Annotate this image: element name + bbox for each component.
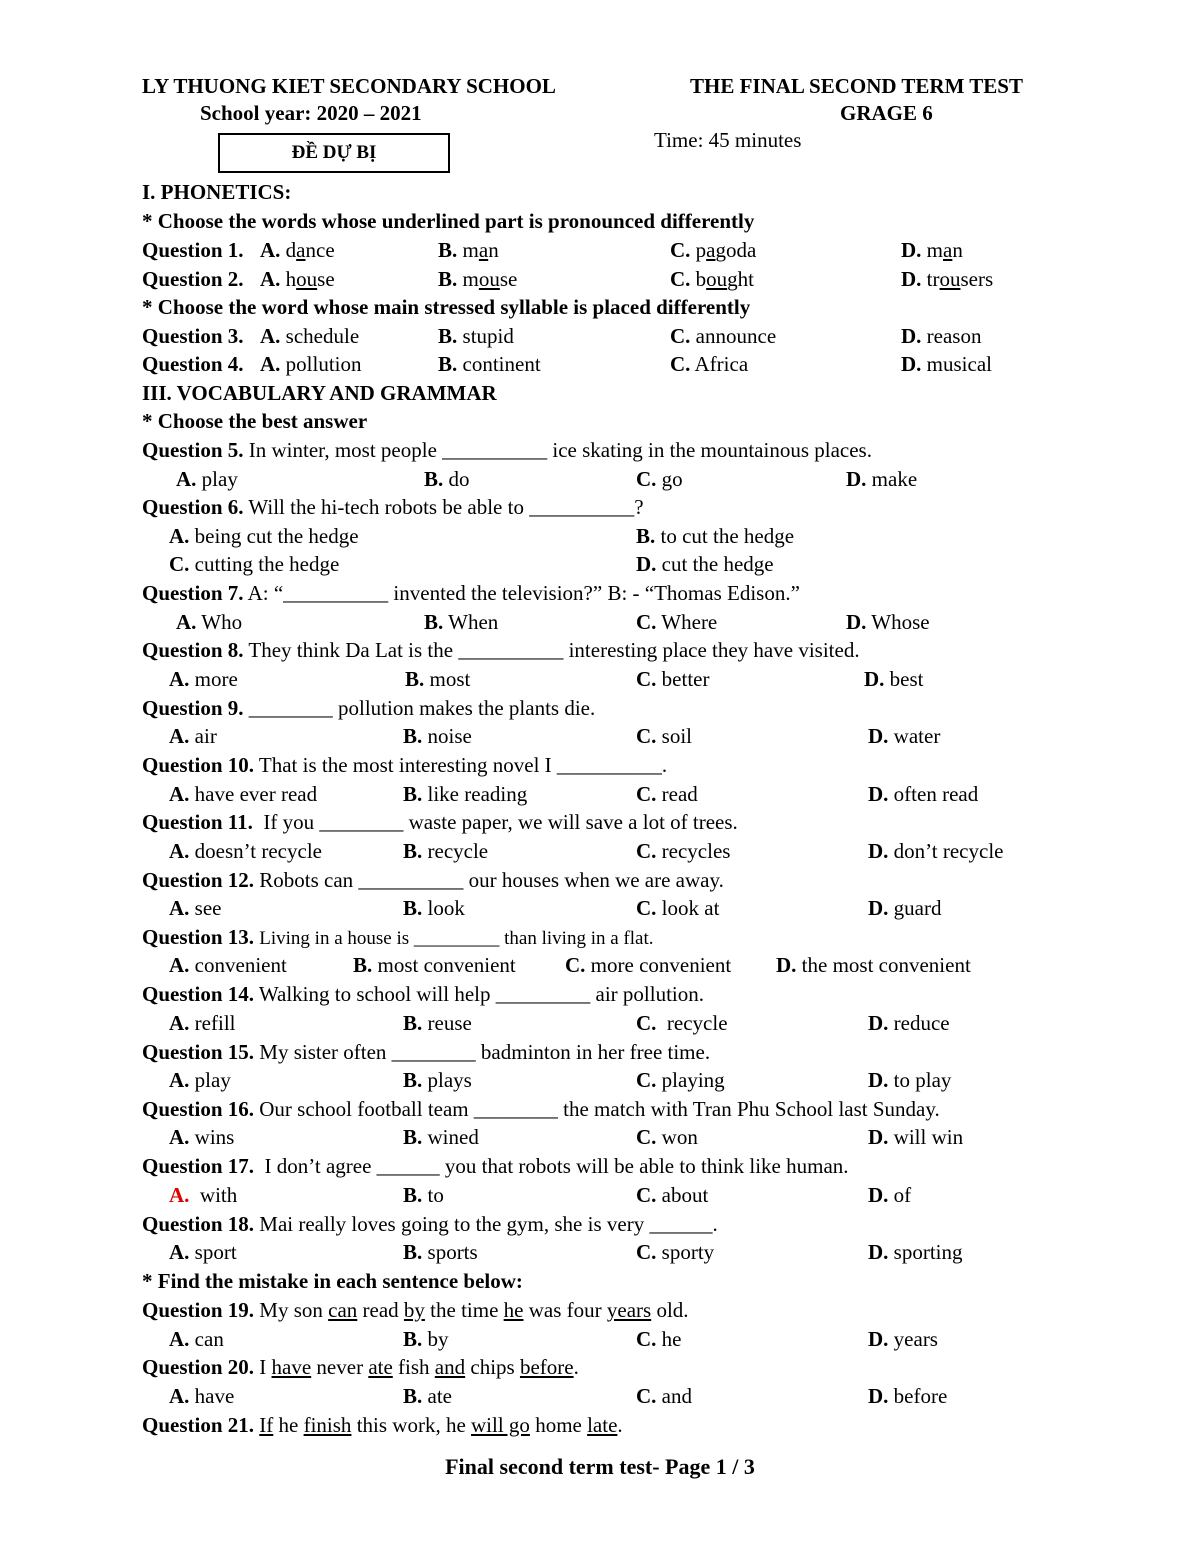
option-b: B. ate [403, 1384, 452, 1408]
option-c: C. recycles [636, 839, 731, 863]
option-a: A. play [169, 1068, 231, 1092]
question-text: I have never ate fish and chips before. [259, 1355, 579, 1379]
question-20 [142, 1353, 1152, 1382]
option-c: C. and [636, 1384, 692, 1408]
option-c: C. sporty [636, 1240, 715, 1264]
instruction-stress: * Choose the word whose main stressed syllable is placed differently [142, 295, 751, 319]
option-c: C. playing [636, 1068, 725, 1092]
question-text: My sister often ________ badminton in her free time. [259, 1040, 711, 1064]
question-label: Question 5. [142, 438, 244, 462]
question-8 [142, 636, 1152, 665]
question-17 [142, 1152, 1152, 1181]
option-c: C. Africa [670, 352, 749, 376]
question-1 [142, 236, 1152, 265]
option-b: B. wined [403, 1125, 479, 1149]
question-text: Walking to school will help _________ air pollution. [258, 982, 704, 1006]
section-phonetics: I. PHONETICS: [142, 180, 292, 204]
option-b: B. mouse [438, 267, 518, 291]
question-11-options [142, 837, 1152, 866]
question-19-options [142, 1325, 1152, 1354]
question-21 [142, 1411, 1152, 1440]
option-a: A. house [260, 267, 335, 291]
instruction-find-mistake: * Find the mistake in each sentence below: [142, 1269, 523, 1293]
question-13 [142, 923, 1152, 952]
option-a: A. convenient [169, 953, 287, 977]
question-text: They think Da Lat is the __________ interesting place they have visited. [248, 638, 860, 662]
option-d: D. make [846, 467, 918, 491]
option-b: B. to [403, 1183, 444, 1207]
section-vocabulary: III. VOCABULARY AND GRAMMAR [142, 381, 497, 405]
option-c: C. announce [670, 324, 777, 348]
option-a: A. doesn’t recycle [169, 839, 322, 863]
question-label: Question 18. [142, 1212, 255, 1236]
question-11 [142, 808, 1152, 837]
option-c: C. cutting the hedge [169, 552, 340, 576]
option-c: C. look at [636, 896, 720, 920]
question-6-options-ab [142, 522, 1152, 551]
option-d: D. man [901, 238, 963, 262]
question-label: Question 12. [142, 868, 255, 892]
option-a: A. see [169, 896, 222, 920]
grade-label: GRAGE 6 [840, 101, 933, 125]
question-label: Question 6. [142, 495, 244, 519]
question-19 [142, 1296, 1152, 1325]
option-b: B. by [403, 1327, 449, 1351]
question-label: Question 7. [142, 581, 244, 605]
option-a: A. being cut the hedge [169, 524, 359, 548]
option-b: B. reuse [403, 1011, 472, 1035]
question-label: Question 10. [142, 753, 255, 777]
question-label: Question 20. [142, 1355, 255, 1379]
option-b: B. recycle [403, 839, 489, 863]
option-c: C. won [636, 1125, 698, 1149]
option-b: B. most convenient [353, 953, 516, 977]
option-d: D. the most convenient [776, 953, 971, 977]
question-12-options [142, 894, 1152, 923]
page-footer: Final second term test- Page 1 / 3 [445, 1454, 755, 1479]
question-label: Question 3. [142, 324, 244, 348]
question-9 [142, 694, 1152, 723]
option-a: A. wins [169, 1125, 235, 1149]
question-label: Question 9. [142, 696, 244, 720]
test-title: THE FINAL SECOND TERM TEST [690, 74, 1023, 98]
option-a: A. have ever read [169, 782, 318, 806]
question-text: That is the most interesting novel I __________. [258, 753, 668, 777]
question-14-options [142, 1009, 1152, 1038]
option-b: B. When [424, 610, 499, 634]
question-label: Question 21. [142, 1413, 255, 1437]
option-d: D. of [868, 1183, 912, 1207]
question-label: Question 4. [142, 352, 244, 376]
question-10 [142, 751, 1152, 780]
question-15-options [142, 1066, 1152, 1095]
question-15 [142, 1038, 1152, 1067]
option-c: C. Where [636, 610, 718, 634]
question-label: Question 11. [142, 810, 253, 834]
option-d: D. sporting [868, 1240, 963, 1264]
question-13-options [142, 951, 1152, 980]
option-b: B. look [403, 896, 465, 920]
option-c: C. read [636, 782, 698, 806]
option-d: D. years [868, 1327, 938, 1351]
question-text: My son can read by the time he was four years old. [259, 1298, 689, 1322]
question-label: Question 8. [142, 638, 244, 662]
question-20-options [142, 1382, 1152, 1411]
question-4 [142, 350, 1152, 379]
option-b: B. sports [403, 1240, 478, 1264]
option-a: A. schedule [260, 324, 360, 348]
question-text: Will the hi-tech robots be able to __________? [248, 495, 644, 519]
instruction-best-answer: * Choose the best answer [142, 409, 368, 433]
option-a-highlighted: A. with [169, 1183, 238, 1207]
question-text: Mai really loves going to the gym, she is very ______. [259, 1212, 718, 1236]
question-text: If he finish this work, he will go home late. [259, 1413, 623, 1437]
question-10-options [142, 780, 1152, 809]
option-b: B. plays [403, 1068, 472, 1092]
option-a: A. sport [169, 1240, 237, 1264]
option-d: D. Whose [846, 610, 930, 634]
question-17-options [142, 1181, 1152, 1210]
reserve-exam-box: ĐỀ DỰ BỊ [218, 133, 450, 173]
question-14 [142, 980, 1152, 1009]
option-a: A. air [169, 724, 217, 748]
question-text: If you ________ waste paper, we will save a lot of trees. [263, 810, 738, 834]
question-text: I don’t agree ______ you that robots will be able to think like human. [264, 1154, 849, 1178]
option-a: A. Who [176, 610, 243, 634]
question-label: Question 14. [142, 982, 255, 1006]
option-c: C. more convenient [565, 953, 732, 977]
option-a: A. pollution [260, 352, 362, 376]
option-c: C. soil [636, 724, 693, 748]
question-8-options [142, 665, 1152, 694]
question-18 [142, 1210, 1152, 1239]
option-b: B. like reading [403, 782, 528, 806]
option-d: D. don’t recycle [868, 839, 1004, 863]
instruction-pronunciation: * Choose the words whose underlined part is pronounced differently [142, 209, 755, 233]
option-d: D. often read [868, 782, 979, 806]
option-a: A. have [169, 1384, 235, 1408]
school-name: LY THUONG KIET SECONDARY SCHOOL [142, 74, 556, 98]
question-16 [142, 1095, 1152, 1124]
question-16-options [142, 1123, 1152, 1152]
question-5-options [142, 465, 1152, 494]
option-d: D. reason [901, 324, 982, 348]
option-a: A. refill [169, 1011, 236, 1035]
option-c: C. go [636, 467, 683, 491]
option-d: D. guard [868, 896, 942, 920]
option-b: B. continent [438, 352, 541, 376]
question-7 [142, 579, 1152, 608]
option-b: B. stupid [438, 324, 514, 348]
question-6-options-cd [142, 550, 1152, 579]
option-c: C. pagoda [670, 238, 757, 262]
option-a: A. play [176, 467, 238, 491]
question-7-options [142, 608, 1152, 637]
question-9-options [142, 722, 1152, 751]
question-label: Question 15. [142, 1040, 255, 1064]
question-text: A: “__________ invented the television?” B: - “Thomas Edison.” [247, 581, 800, 605]
question-label: Question 1. [142, 238, 244, 262]
question-text: ________ pollution makes the plants die. [248, 696, 596, 720]
option-a: A. more [169, 667, 238, 691]
option-a: A. dance [260, 238, 335, 262]
option-d: D. to play [868, 1068, 952, 1092]
question-12 [142, 866, 1152, 895]
question-5 [142, 436, 1152, 465]
option-d: D. best [864, 667, 924, 691]
option-d: D. water [868, 724, 941, 748]
option-c: C. about [636, 1183, 709, 1207]
question-text: In winter, most people __________ ice skating in the mountainous places. [248, 438, 872, 462]
option-d: D. reduce [868, 1011, 950, 1035]
option-d: D. will win [868, 1125, 964, 1149]
question-label: Question 13. [142, 925, 255, 949]
question-18-options [142, 1238, 1152, 1267]
option-d: D. cut the hedge [636, 552, 774, 576]
question-label: Question 17. [142, 1154, 255, 1178]
option-b: B. do [424, 467, 470, 491]
question-text: Living in a house is _________ than living in a flat. [259, 928, 654, 949]
option-c: C. he [636, 1327, 682, 1351]
question-3 [142, 322, 1152, 351]
time-limit: Time: 45 minutes [654, 128, 802, 152]
option-a: A. can [169, 1327, 224, 1351]
question-6 [142, 493, 1152, 522]
option-c: C. recycle [636, 1011, 728, 1035]
question-label: Question 2. [142, 267, 244, 291]
option-b: B. most [405, 667, 471, 691]
option-b: B. man [438, 238, 499, 262]
option-d: D. trousers [901, 267, 994, 291]
school-year: School year: 2020 – 2021 [200, 101, 422, 125]
question-label: Question 16. [142, 1097, 255, 1121]
question-text: Our school football team ________ the match with Tran Phu School last Sunday. [259, 1097, 940, 1121]
option-d: D. musical [901, 352, 992, 376]
option-b: B. noise [403, 724, 472, 748]
option-c: C. bought [670, 267, 755, 291]
option-b: B. to cut the hedge [636, 524, 795, 548]
question-2 [142, 265, 1152, 294]
option-d: D. before [868, 1384, 948, 1408]
option-c: C. better [636, 667, 710, 691]
question-text: Robots can __________ our houses when we are away. [259, 868, 724, 892]
question-label: Question 19. [142, 1298, 255, 1322]
